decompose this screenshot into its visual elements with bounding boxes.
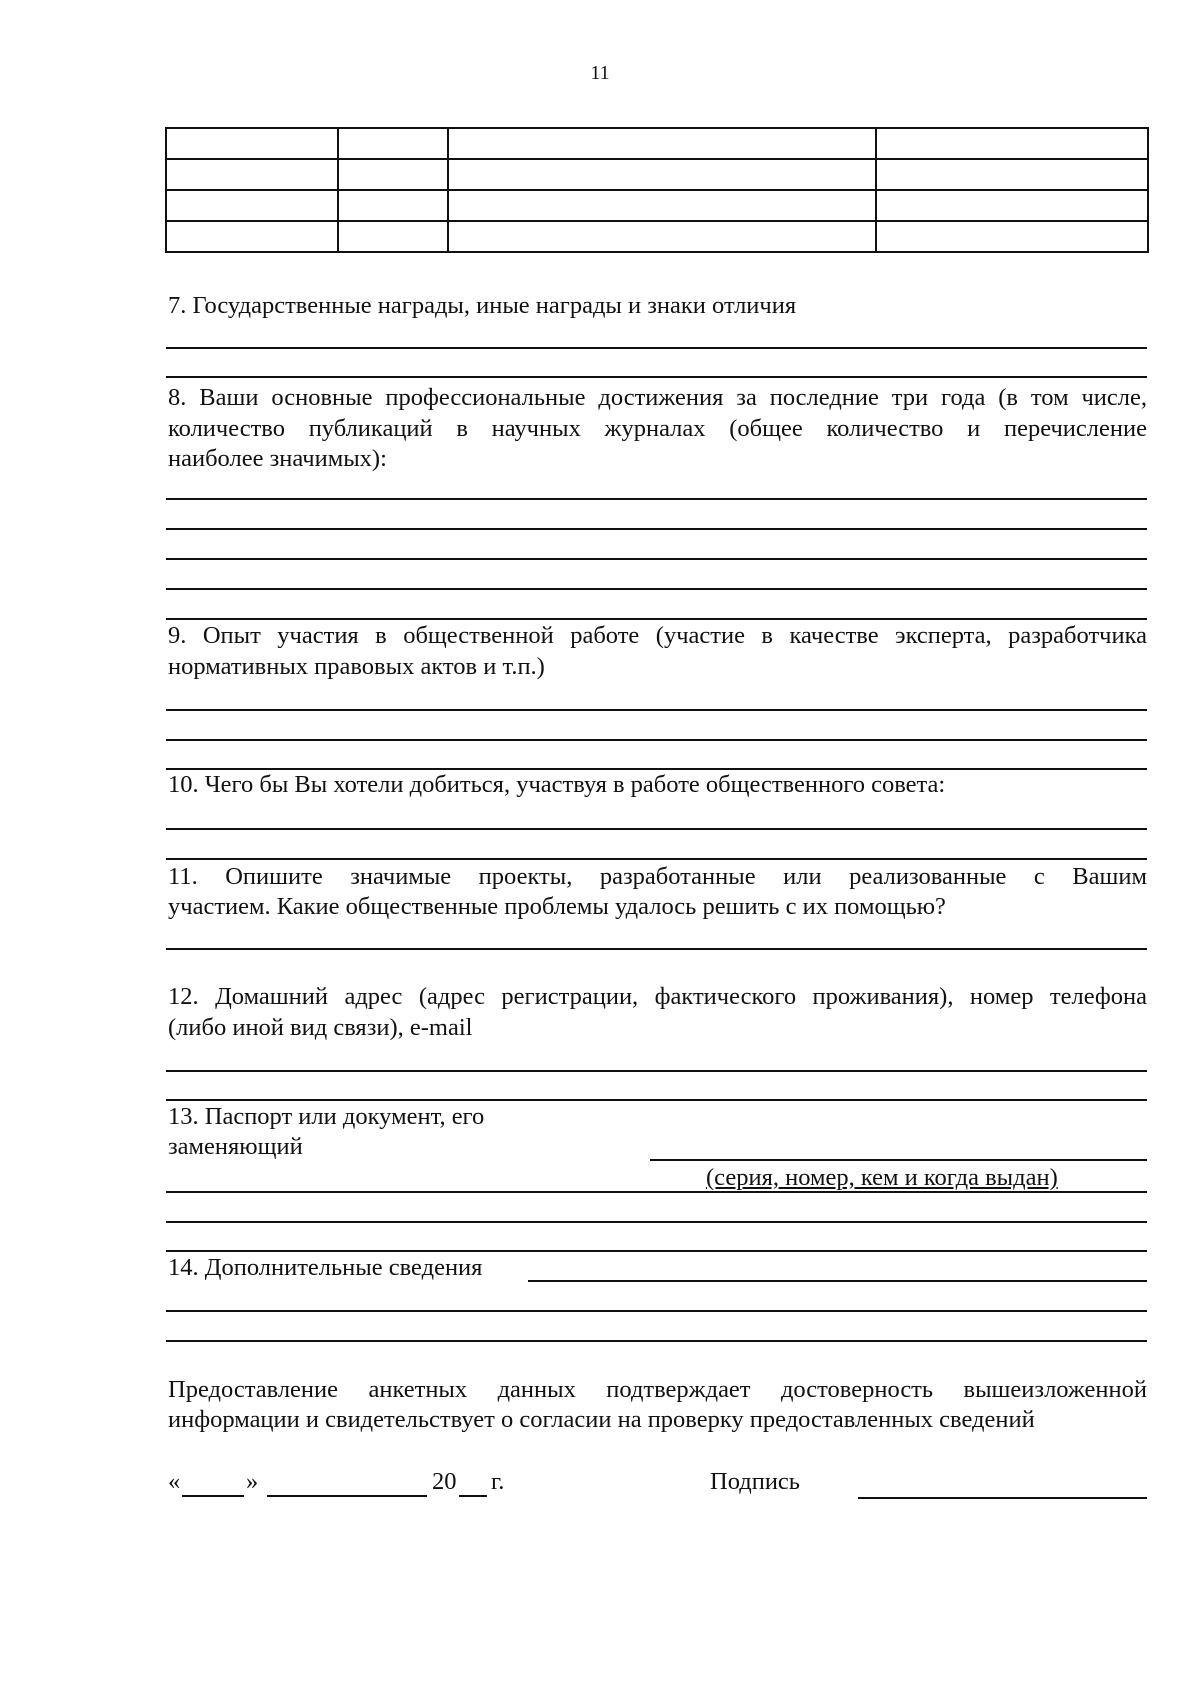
question-9-line: нормативных правовых актов и т.п.) bbox=[168, 653, 545, 680]
table-cell bbox=[876, 159, 1148, 190]
question-10: 10. Чего бы Вы хотели добиться, участвуя в работе общественного совета: bbox=[168, 771, 946, 798]
table-cell bbox=[876, 128, 1148, 159]
answer-line-12[interactable] bbox=[166, 1070, 1147, 1072]
answer-line-13[interactable] bbox=[166, 1191, 1147, 1193]
answer-line-10[interactable] bbox=[166, 858, 1147, 860]
table-cell bbox=[448, 128, 876, 159]
table-cell bbox=[166, 221, 338, 252]
question-8-line: 8. Ваши основные профессиональные достижения за последние три года (в том числе, bbox=[168, 384, 1147, 411]
date-open-quote: « bbox=[168, 1468, 181, 1495]
answer-line-7[interactable] bbox=[166, 376, 1147, 378]
year-field-line[interactable] bbox=[459, 1495, 487, 1497]
page-number: 11 bbox=[590, 62, 610, 84]
month-field-line[interactable] bbox=[267, 1495, 427, 1497]
closing-statement-line: информации и свидетельствует о согласии на проверку предоставленных сведений bbox=[168, 1406, 1035, 1433]
question-12-line: 12. Домашний адрес (адрес регистрации, фактического проживания), номер телефона bbox=[168, 983, 1147, 1010]
answer-line-9[interactable] bbox=[166, 709, 1147, 711]
answer-line-8[interactable] bbox=[166, 528, 1147, 530]
answer-line-9[interactable] bbox=[166, 739, 1147, 741]
day-field-line[interactable] bbox=[182, 1495, 244, 1497]
question-11-line: участием. Какие общественные проблемы удалось решить с их помощью? bbox=[168, 893, 946, 920]
year-prefix: 20 bbox=[432, 1468, 457, 1495]
question-9-line: 9. Опыт участия в общественной работе (участие в качестве эксперта, разработчика bbox=[168, 622, 1147, 649]
signature-label: Подпись bbox=[710, 1468, 800, 1495]
table-cell bbox=[448, 221, 876, 252]
answer-line-14[interactable] bbox=[166, 1310, 1147, 1312]
table-cell bbox=[338, 128, 448, 159]
passport-field-caption: (серия, номер, кем и когда выдан) bbox=[706, 1164, 1058, 1191]
question-14: 14. Дополнительные сведения bbox=[168, 1254, 483, 1281]
question-7: 7. Государственные награды, иные награды и знаки отличия bbox=[168, 292, 797, 319]
closing-statement-line: Предоставление анкетных данных подтверждает достоверность вышеизложенной bbox=[168, 1376, 1147, 1403]
question-13-line: 13. Паспорт или документ, его bbox=[168, 1103, 485, 1130]
table-row bbox=[166, 128, 1148, 159]
table-cell bbox=[876, 190, 1148, 221]
signature-field-line[interactable] bbox=[858, 1497, 1147, 1499]
answer-line-8[interactable] bbox=[166, 498, 1147, 500]
answer-line-11[interactable] bbox=[166, 948, 1147, 950]
table-cell bbox=[338, 190, 448, 221]
table-row bbox=[166, 159, 1148, 190]
question-13-line: заменяющий bbox=[168, 1133, 303, 1160]
answer-line-14[interactable] bbox=[166, 1340, 1147, 1342]
table-cell bbox=[166, 159, 338, 190]
table-cell bbox=[166, 190, 338, 221]
blank-table bbox=[165, 127, 1149, 253]
table-cell bbox=[338, 221, 448, 252]
question-8-line: наиболее значимых): bbox=[168, 445, 387, 472]
question-12-line: (либо иной вид связи), e-mail bbox=[168, 1014, 473, 1041]
answer-line-8[interactable] bbox=[166, 558, 1147, 560]
table-cell bbox=[448, 159, 876, 190]
table-row bbox=[166, 221, 1148, 252]
table-cell bbox=[876, 221, 1148, 252]
table-row bbox=[166, 190, 1148, 221]
answer-line-14[interactable] bbox=[528, 1280, 1147, 1282]
question-11-line: 11. Опишите значимые проекты, разработанные или реализованные с Вашим bbox=[168, 863, 1147, 890]
answer-line-8[interactable] bbox=[166, 588, 1147, 590]
answer-line-7[interactable] bbox=[166, 347, 1147, 349]
table-cell bbox=[448, 190, 876, 221]
question-8-line: количество публикаций в научных журналах (общее количество и перечисление bbox=[168, 415, 1147, 442]
answer-line-13[interactable] bbox=[166, 1221, 1147, 1223]
date-close-quote: » bbox=[246, 1468, 259, 1495]
passport-field-line[interactable] bbox=[650, 1159, 1147, 1161]
table-cell bbox=[338, 159, 448, 190]
answer-line-10[interactable] bbox=[166, 828, 1147, 830]
year-suffix: г. bbox=[491, 1468, 505, 1495]
table-cell bbox=[166, 128, 338, 159]
